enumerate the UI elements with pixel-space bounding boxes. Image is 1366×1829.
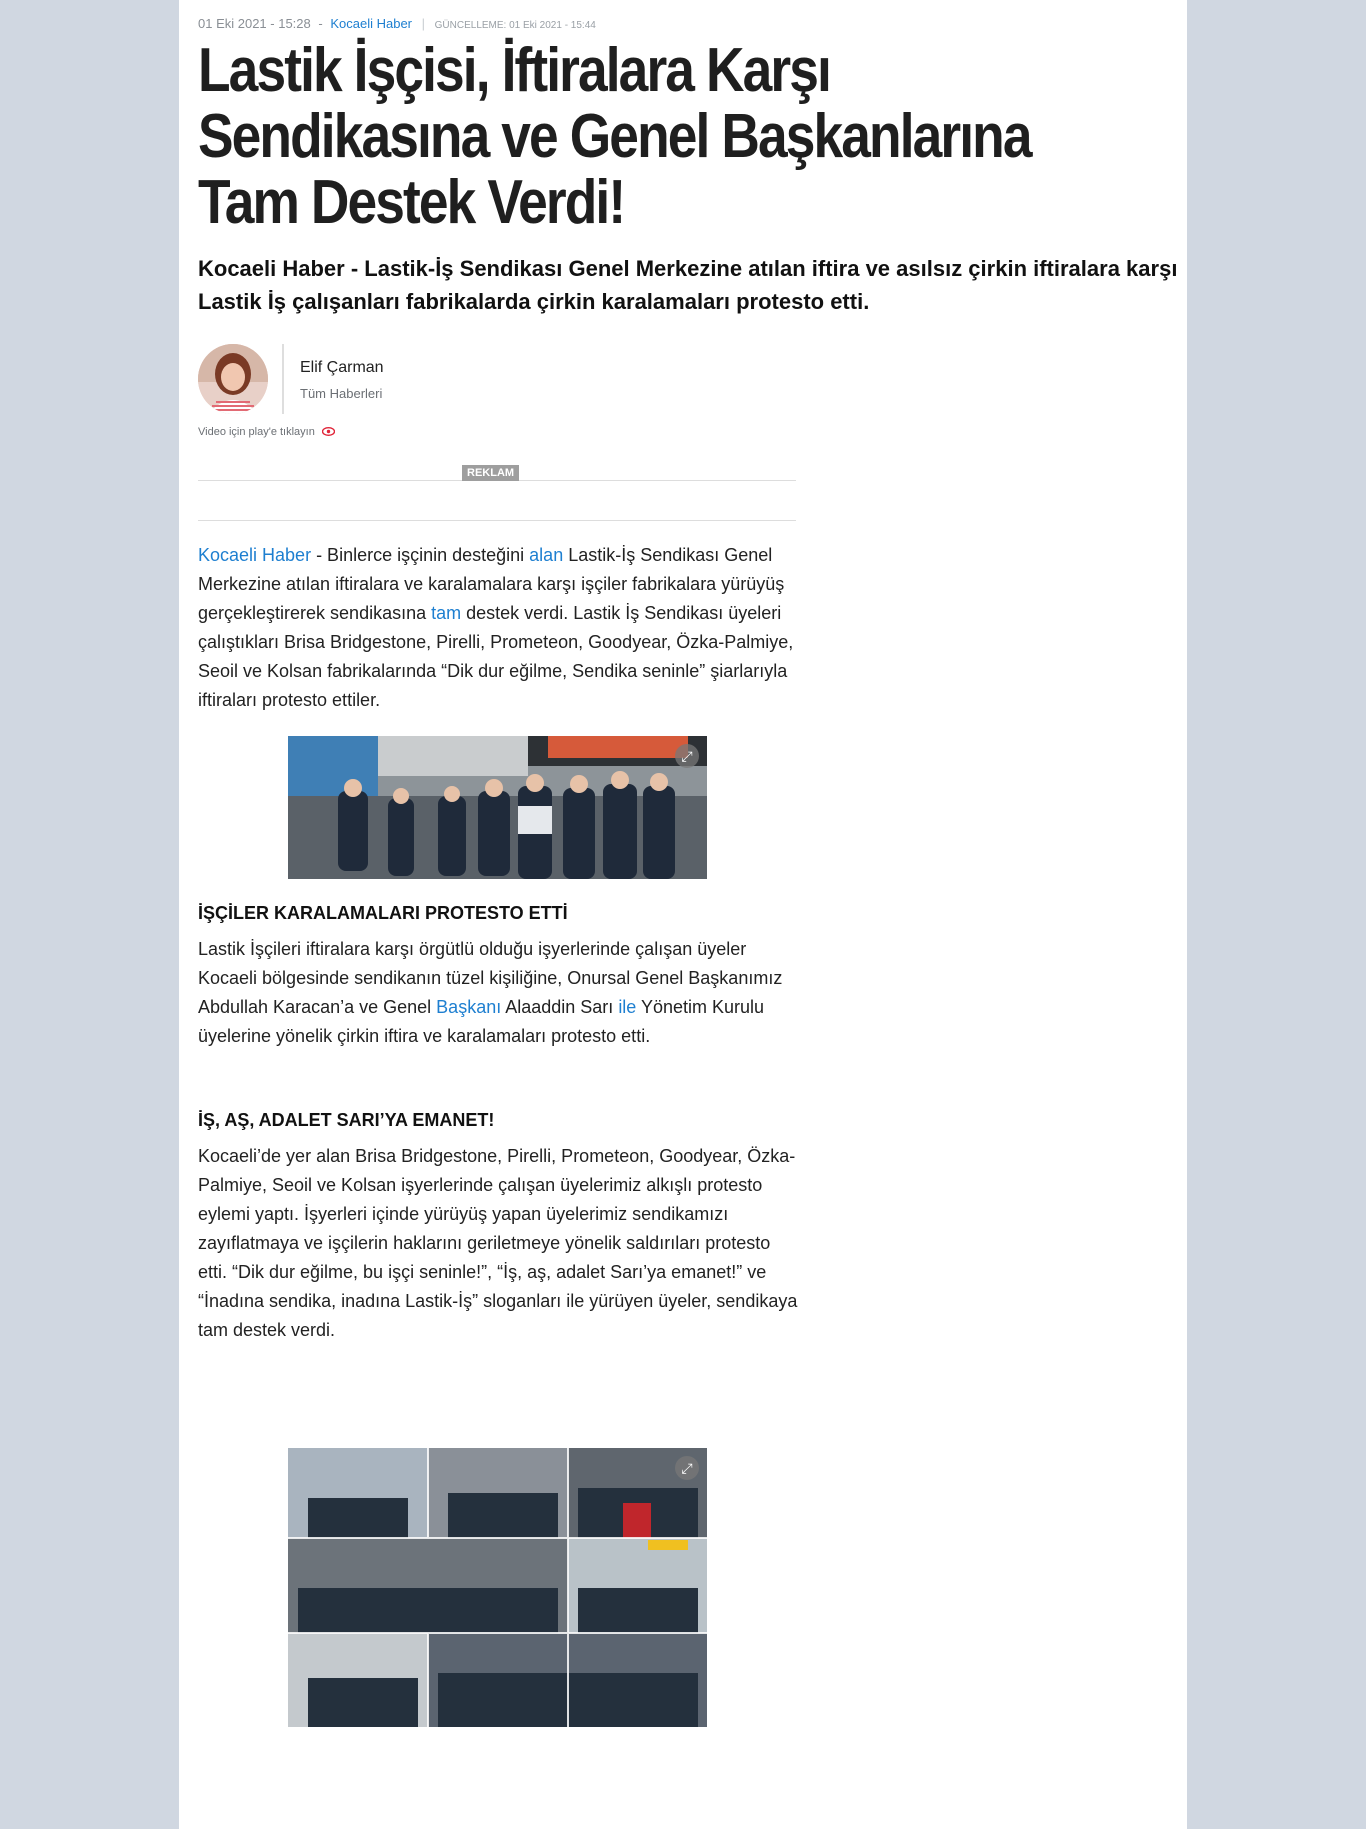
article-lead: Kocaeli Haber - Lastik-İş Sendikası Genel Merkezine atılan iftira ve asılsız çirkin iftiralara karşı Lastik İş çalışanları fabrikalarda çirkin karalamaları protesto etti. [198,256,1178,314]
publish-date: 01 Eki 2021 - 15:28 [198,16,311,31]
ad-divider-bottom [198,520,796,521]
page-title [198,38,1101,236]
ad-area [198,465,796,521]
title-line-3: Tam Destek Verdi! [198,168,625,237]
body-link-baskani[interactable]: Başkanı [436,997,502,1017]
author-divider [282,344,284,414]
protest-photo [288,736,707,879]
body-text: Lastik-İş Sendikası Genel Merkezine atılan iftiralara ve karalamalara karşı işçiler fabrikalara yürüyüş gerçekleştirerek sendikasına [198,545,785,623]
ad-label: REKLAM [462,465,519,481]
article-image-1[interactable] [288,736,707,879]
article-meta [198,16,596,31]
eye-icon [322,424,335,438]
avatar[interactable] [198,344,268,414]
article-image-2[interactable] [288,1448,707,1727]
subhead-2: İŞ, AŞ, ADALET SARI’YA EMANET! [198,1110,495,1130]
meta-separator: | [421,16,426,31]
video-hint [198,424,335,438]
body-paragraph-3: Kocaeli’de yer alan Brisa Bridgestone, Pirelli, Prometeon, Goodyear, Özka-Palmiye, Seoil ve Kolsan işyerlerinde çalışan üyelerimiz alkışlı protesto eylemi yaptı. İşyerleri içinde yürüyüş yapan üyelerimiz sendikamızı zayıflatmaya ve işçilerin haklarını geriletmeye yönelik saldırıları protesto etti. “Dik dur eğilme, bu işçi seninle!”, “İş, aş, adalet Sarı’ya emanet!” ve “İnadına sendika, inadına Lastik-İş” sloganları ile yürüyen üyeler, sendikaya tam destek verdi. [198,1146,798,1340]
body-link-category[interactable]: Kocaeli Haber [198,545,312,565]
body-text: - Binlerce işçinin desteğini [311,545,530,565]
body-link-tam[interactable]: tam [431,603,462,623]
body-text: Alaaddin Sarı [501,997,619,1017]
title-line-1: Lastik İşçisi, İftiralara Karşı [198,36,830,105]
title-line-2: Sendikasına ve Genel Başkanlarına [198,102,1031,171]
body-paragraph-1 [198,541,798,715]
protest-collage-photo [288,1448,707,1727]
body-text: Yönetim Kurulu üyelerine yönelik çirkin iftira ve karalamaları protesto etti. [198,997,765,1046]
body-link-ile[interactable]: ile [618,997,637,1017]
update-date: GÜNCELLEME: 01 Eki 2021 - 15:44 [434,20,596,31]
author-name[interactable]: Elif Çarman [300,359,384,376]
meta-dash: - [318,16,323,31]
body-text: destek verdi. Lastik İş Sendikası üyeleri çalıştıkları Brisa Bridgestone, Pirelli, Prometeon, Goodyear, Özka-Palmiye, Seoil ve Kolsan fabrikalarında “Dik dur eğilme, Sendika seninle” şiarlarıyla iftiraları protesto ettiler. [198,603,794,710]
expand-icon[interactable]: ⤢ [675,1456,699,1480]
author-all-news-link[interactable]: Tüm Haberleri [300,386,383,401]
body-link-alan[interactable]: alan [529,545,564,565]
category-link[interactable]: Kocaeli Haber [330,16,412,31]
subhead-1: İŞÇİLER KARALAMALARI PROTESTO ETTİ [198,903,568,923]
body-text: Lastik İşçileri iftiralara karşı örgütlü olduğu işyerlerinde çalışan üyeler Kocaeli bölgesinde sendikanın tüzel kişiliğine, Onursal Genel Başkanımız Abdullah Karacan’a ve Genel [198,939,783,1017]
video-hint-text: Video için play'e tıklayın [198,426,315,438]
article-page [179,0,1187,1829]
expand-icon[interactable]: ⤢ [675,744,699,768]
body-paragraph-2 [198,935,798,1051]
author-box [198,344,598,416]
